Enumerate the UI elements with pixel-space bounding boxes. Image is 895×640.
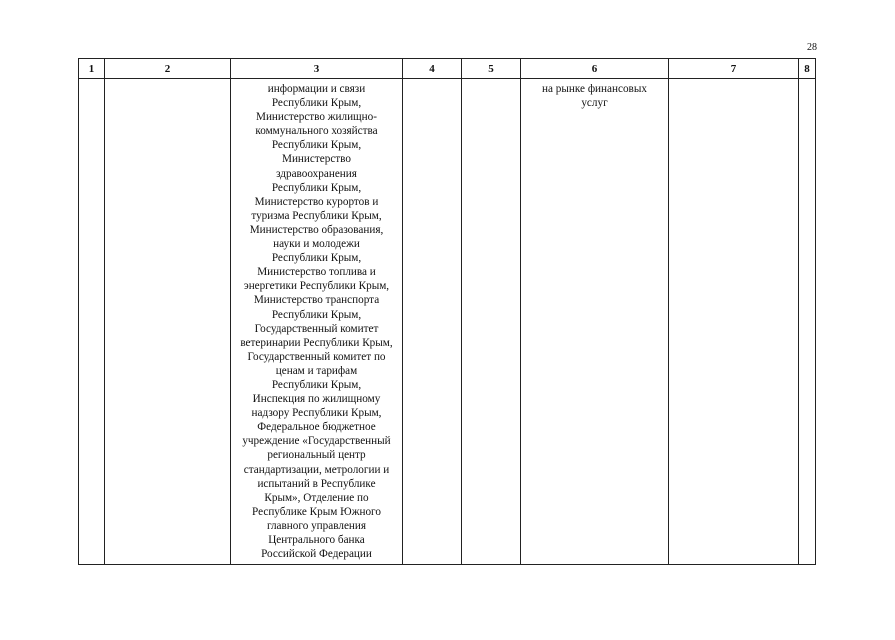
text-line: Министерство курортов и bbox=[254, 195, 379, 208]
text-line: учреждение «Государственный bbox=[242, 435, 391, 448]
text-line: Республики Крым, bbox=[271, 252, 362, 265]
cell-col-3 bbox=[231, 79, 403, 565]
text-line: Республики Крым, bbox=[271, 97, 362, 110]
cell-col-6 bbox=[521, 79, 669, 565]
text-line: главного управления bbox=[266, 519, 367, 532]
column-header-8: 8 bbox=[799, 59, 816, 79]
text-line: Министерство топлива и bbox=[257, 266, 376, 279]
column-header-3: 3 bbox=[231, 59, 403, 79]
text-line: Центрального банка bbox=[268, 534, 365, 546]
text-line: энергетики Республики Крым, bbox=[243, 280, 390, 293]
table-row bbox=[79, 79, 816, 565]
text-line: Государственный комитет по bbox=[247, 350, 386, 363]
column-header-5: 5 bbox=[462, 59, 521, 79]
text-line: Республики Крым, bbox=[271, 378, 362, 391]
column-header-4: 4 bbox=[403, 59, 462, 79]
text-line: туризма Республики Крым, bbox=[251, 209, 382, 222]
text-line: науки и молодежи bbox=[273, 238, 360, 251]
text-line: Государственный комитет bbox=[254, 322, 379, 335]
text-line: Республике Крым Южного bbox=[252, 505, 381, 518]
financial-services-text bbox=[521, 79, 668, 110]
text-line: Инспекция по жилищному bbox=[252, 393, 381, 406]
cell-col-1 bbox=[79, 79, 105, 565]
text-line: Министерство образования, bbox=[249, 223, 384, 236]
text-line: Российской Федерации bbox=[261, 548, 372, 561]
page-number: 28 bbox=[807, 42, 817, 53]
column-header-6: 6 bbox=[521, 59, 669, 79]
cell-col-7 bbox=[669, 79, 799, 565]
text-line: Министерство bbox=[282, 153, 351, 166]
text-line: услуг bbox=[581, 97, 608, 110]
text-line: Республики Крым, bbox=[271, 181, 362, 194]
text-line: региональный центр bbox=[267, 449, 366, 462]
responsible-bodies-text bbox=[231, 79, 402, 561]
cell-col-4 bbox=[403, 79, 462, 565]
text-line: стандартизации, метрологии и bbox=[243, 463, 390, 476]
document-table bbox=[78, 58, 816, 565]
text-line: Крым», Отделение по bbox=[264, 491, 369, 504]
text-line: испытаний в Республике bbox=[257, 477, 376, 490]
text-line: на рынке финансовых bbox=[542, 83, 647, 95]
column-header-7: 7 bbox=[669, 59, 799, 79]
text-line: Республики Крым, bbox=[271, 308, 362, 321]
column-header-2: 2 bbox=[105, 59, 231, 79]
table-header-row bbox=[79, 59, 816, 79]
text-line: Министерство жилищно- bbox=[256, 111, 377, 124]
text-line: ценам и тарифам bbox=[275, 364, 358, 377]
text-line: Федеральное бюджетное bbox=[257, 421, 376, 434]
text-line: надзору Республики Крым, bbox=[251, 407, 382, 420]
text-line: Министерство транспорта bbox=[253, 294, 380, 307]
text-line: информации и связи bbox=[267, 83, 366, 95]
cell-col-5 bbox=[462, 79, 521, 565]
column-header-1: 1 bbox=[79, 59, 105, 79]
text-line: здравоохранения bbox=[276, 167, 357, 180]
text-line: Республики Крым, bbox=[271, 139, 362, 152]
text-line: ветеринарии Республики Крым, bbox=[240, 336, 393, 349]
text-line: коммунального хозяйства bbox=[255, 125, 378, 138]
cell-col-8 bbox=[799, 79, 816, 565]
cell-col-2 bbox=[105, 79, 231, 565]
